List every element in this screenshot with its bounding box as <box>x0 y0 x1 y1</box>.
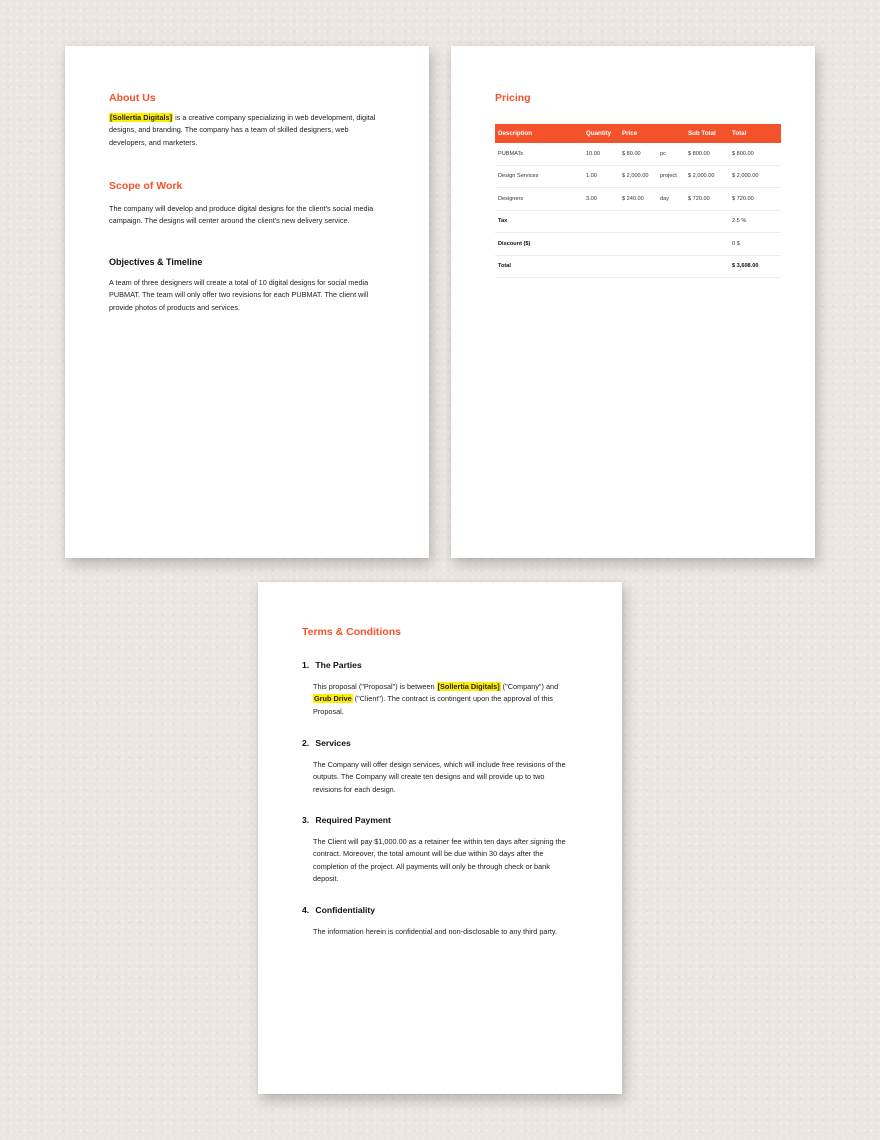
about-us-heading: About Us <box>109 92 156 104</box>
cell-quantity: 1.00 <box>583 165 619 188</box>
document-page-terms <box>258 582 622 1094</box>
cell-description: Design Services <box>495 165 583 188</box>
discount-value: 0 $ <box>729 233 781 256</box>
document-page-about <box>65 46 429 558</box>
cell-unit: project <box>657 165 685 188</box>
discount-row <box>495 233 781 256</box>
cell-subtotal: $ 800.00 <box>685 143 729 165</box>
tax-label: Tax <box>495 210 583 233</box>
scope-of-work-paragraph: The company will develop and produce digital designs for the client's social media campaign. The designs will center around the client's new delivery service. <box>109 204 374 226</box>
cell-subtotal: $ 2,000.00 <box>685 165 729 188</box>
document-page-pricing <box>451 46 815 558</box>
cell-total: $ 800.00 <box>729 143 781 165</box>
cell-unit: pc <box>657 143 685 165</box>
cell-price: $ 80.00 <box>619 143 657 165</box>
term-heading-confidentiality: 4. Confidentiality <box>302 905 376 915</box>
header-quantity: Quantity <box>583 124 619 143</box>
objectives-timeline-paragraph: A team of three designers will create a total of 10 digital designs for social media PUBMAT. The team will only offer two revisions for each PUBMAT. The client will provide photos of products and services. <box>109 278 369 312</box>
term-heading-parties: 1. The Parties <box>302 660 362 670</box>
term-text-services: The Company will offer design services, which will include free revisions of the outputs. The Company will create ten designs and will provide up to two revisions for each design. <box>313 760 566 794</box>
cell-price: $ 2,000.00 <box>619 165 657 188</box>
cell-quantity: 10.00 <box>583 143 619 165</box>
total-value: $ 3,608.00 <box>729 255 781 278</box>
term-text-confidentiality: The information herein is confidential and non-disclosable to any third party. <box>313 927 558 936</box>
client-name-highlight: Grub Drive <box>314 694 352 704</box>
cell-unit: day <box>657 188 685 211</box>
term-text-payment: The Client will pay $1,000.00 as a retainer fee within ten days after signing the contract. Moreover, the total amount will be due within 30 days after the completion of the project. All payments will only be through check or bank deposit. <box>313 837 566 883</box>
cell-description: PUBMATs <box>495 143 583 165</box>
discount-label: Discount ($) <box>495 233 583 256</box>
company-name-highlight: [Sollertia Digitals] <box>437 682 500 691</box>
header-price: Price <box>619 124 657 143</box>
header-total: Total <box>729 124 781 143</box>
table-row <box>495 188 781 211</box>
objectives-timeline-heading: Objectives & Timeline <box>109 257 203 267</box>
cell-total: $ 2,000.00 <box>729 165 781 188</box>
term-heading-payment: 3. Required Payment <box>302 815 391 825</box>
tax-row <box>495 210 781 233</box>
term-text-parties: This proposal ("Proposal") is between [Sollertia Digitals] ("Company") and Grub Drive ("Client"). The contract is contingent upon the approval of this Proposal. <box>313 682 559 716</box>
about-us-text: is a creative company specializing in web development, digital designs, and branding. The company has a team of skilled designers, web developers, and marketers. <box>109 113 376 147</box>
total-row <box>495 255 781 278</box>
term-heading-services: 2. Services <box>302 738 351 748</box>
cell-subtotal: $ 720.00 <box>685 188 729 211</box>
header-description: Description <box>495 124 583 143</box>
pricing-heading: Pricing <box>495 92 531 104</box>
table-row <box>495 165 781 188</box>
cell-description: Designers <box>495 188 583 211</box>
cell-total: $ 720.00 <box>729 188 781 211</box>
total-label: Total <box>495 255 583 278</box>
table-row <box>495 143 781 165</box>
terms-conditions-heading: Terms & Conditions <box>302 626 401 638</box>
pricing-table <box>495 124 781 278</box>
header-subtotal: Sub Total <box>685 124 729 143</box>
about-us-paragraph <box>109 112 384 149</box>
scope-of-work-heading: Scope of Work <box>109 180 183 192</box>
tax-value: 2.5 % <box>729 210 781 233</box>
company-name-highlight: [Sollertia Digitals] <box>110 113 173 122</box>
pricing-table-header <box>495 124 781 143</box>
cell-price: $ 240.00 <box>619 188 657 211</box>
header-unit <box>657 124 685 143</box>
cell-quantity: 3.00 <box>583 188 619 211</box>
